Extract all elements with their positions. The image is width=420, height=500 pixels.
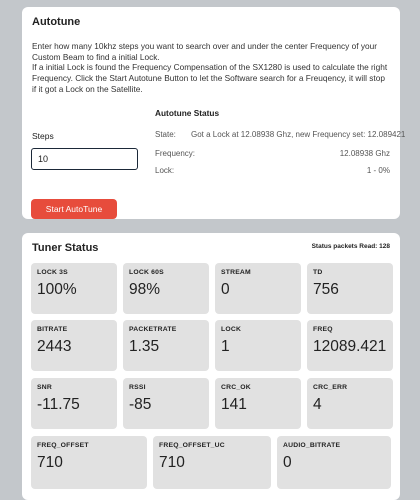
tile-freq-offset (31, 436, 147, 489)
tile-label: LOCK (221, 326, 242, 333)
tile-value: 2443 (37, 338, 72, 355)
tile-label: BITRATE (37, 326, 68, 333)
packets-value: 128 (379, 243, 390, 250)
frequency-value: 12.08938 Ghz (339, 149, 390, 158)
status-packets-read (312, 243, 390, 250)
packets-label: Status packets Read: (311, 243, 378, 250)
tile-freq (307, 320, 393, 371)
tile-label: CRC_ERR (313, 384, 348, 391)
tile-label: PACKETRATE (129, 326, 177, 333)
tile-value: 0 (221, 281, 230, 298)
tile-label: AUDIO_BITRATE (283, 442, 341, 449)
tile-label: RSSI (129, 384, 146, 391)
tile-label: LOCK 60S (129, 269, 164, 276)
lock-label: Lock: (155, 166, 175, 175)
tile-label: CRC_OK (221, 384, 251, 391)
steps-input[interactable] (31, 148, 138, 170)
autotune-title: Autotune (32, 16, 81, 28)
tuner-status-card (22, 233, 400, 500)
state-label: State: (155, 130, 176, 139)
tile-lock (215, 320, 301, 371)
tile-label: FREQ (313, 326, 333, 333)
tile-value: 141 (221, 396, 247, 413)
autotune-status-title: Autotune Status (155, 108, 220, 118)
tile-value: 98% (129, 281, 161, 298)
tile-value: -85 (129, 396, 152, 413)
tile-freq-offset-uc (153, 436, 271, 489)
tile-bitrate (31, 320, 117, 371)
tile-label: SNR (37, 384, 52, 391)
tile-value: 0 (283, 454, 292, 471)
tile-stream (215, 263, 301, 314)
tile-value: 710 (37, 454, 63, 471)
tile-crc-err (307, 378, 393, 429)
tile-value: 1.35 (129, 338, 160, 355)
tile-crc-ok (215, 378, 301, 429)
start-autotune-button[interactable]: Start AutoTune (31, 199, 117, 219)
tile-label: FREQ_OFFSET (37, 442, 89, 449)
tile-snr (31, 378, 117, 429)
tile-packetrate (123, 320, 209, 371)
state-value: Got a Lock at 12.08938 Ghz, new Frequency set: 12.089421 (191, 130, 406, 139)
tile-value: 12089.421 (313, 338, 387, 355)
lock-value: 1 - 0% (366, 166, 390, 175)
autotune-card (22, 7, 406, 219)
tile-value: 100% (37, 281, 77, 298)
tile-value: 710 (159, 454, 185, 471)
tile-value: -11.75 (37, 396, 80, 413)
tile-lock-3s (31, 263, 117, 314)
autotune-description: Enter how many 10khz steps you want to search over and under the center Frequency of your Custom Beam to find a initial Lock. If a initial Lock is found the Frequency Compensation of the SX1280 is used to calculate the right Frequency. Click the Start Autotune Button to let the Software search for a Freuqency, it will stop if it got a Lock on the Satellite. (32, 41, 388, 94)
steps-label: Steps (32, 131, 54, 141)
tuner-status-title: Tuner Status (32, 242, 99, 254)
tile-label: LOCK 3S (37, 269, 68, 276)
tile-label: TD (313, 269, 323, 276)
tile-value: 756 (313, 281, 339, 298)
tile-label: FREQ_OFFSET_UC (159, 442, 225, 449)
tile-audio-bitrate (277, 436, 391, 489)
frequency-label: Frequency: (155, 149, 196, 158)
tile-rssi (123, 378, 209, 429)
tile-value: 1 (221, 338, 230, 355)
tile-lock-60s (123, 263, 209, 314)
tile-value: 4 (313, 396, 322, 413)
tile-label: STREAM (221, 269, 251, 276)
tile-td (307, 263, 393, 314)
